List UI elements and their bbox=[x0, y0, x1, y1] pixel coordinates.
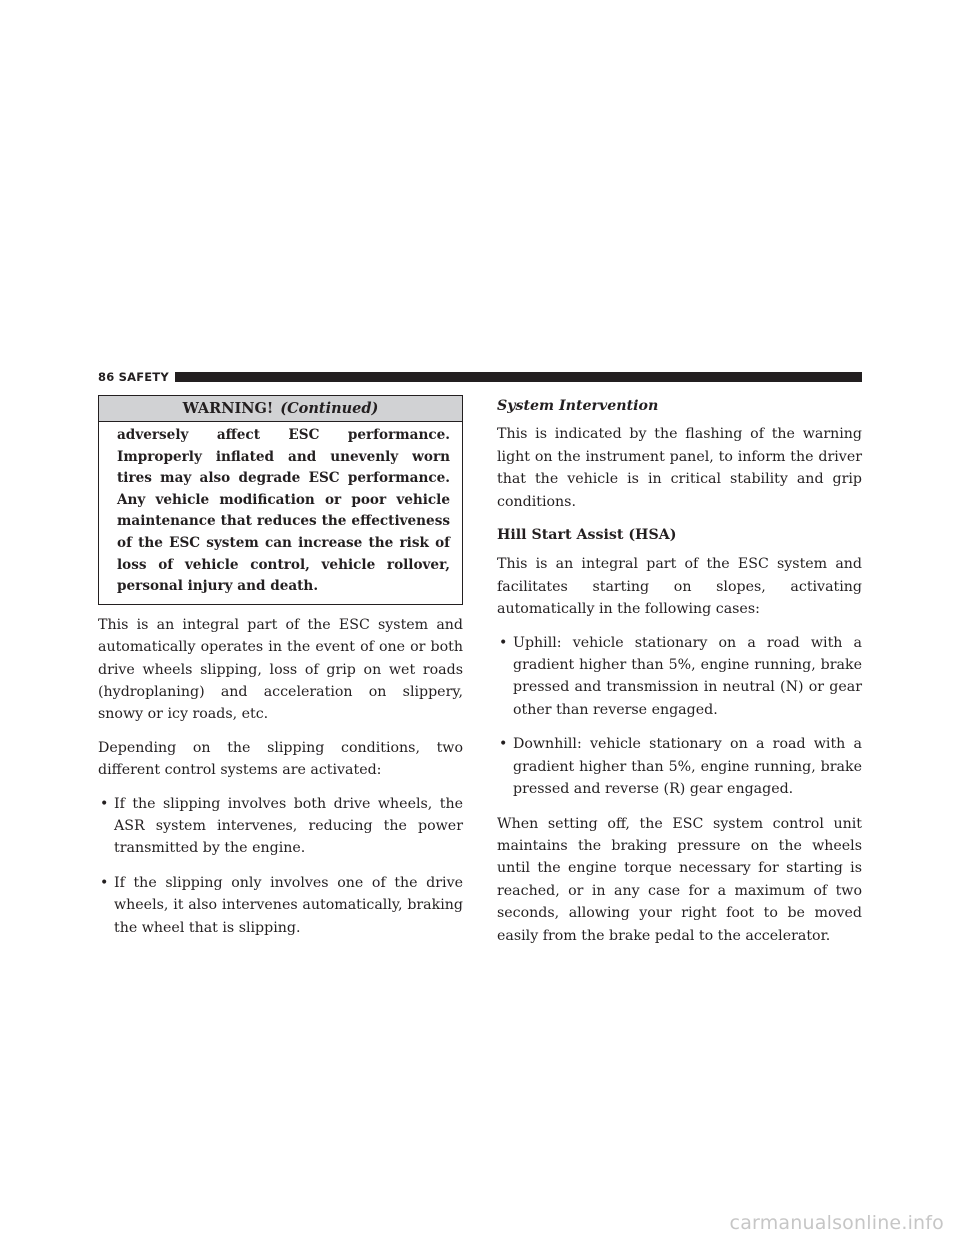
warning-title: WARNING! bbox=[182, 400, 274, 417]
hsa-intro: This is an integral part of the ESC system and facilitates starting on slopes, activating automatically in the following cases: bbox=[497, 556, 862, 618]
bullet-icon: • bbox=[499, 736, 508, 753]
system-intervention-heading: System Intervention bbox=[497, 398, 659, 414]
asr-description: This is an integral part of the ESC system and automatically operates in the event of one or both drive wheels slipping, loss of grip on wet roads (hydroplaning) and acceleration on slippery, snowy or icy roads, etc. bbox=[98, 616, 463, 723]
left-column bbox=[98, 395, 463, 951]
warning-header bbox=[99, 396, 462, 422]
right-column bbox=[497, 395, 862, 958]
warning-continued: (Continued) bbox=[280, 400, 379, 417]
list-item bbox=[98, 872, 463, 939]
list-item bbox=[497, 733, 862, 800]
list-item-text: Downhill: vehicle stationary on a road with a gradient higher than 5%, engine running, brake pressed and reverse (R) gear engaged. bbox=[513, 736, 862, 798]
watermark: carmanualsonline.info bbox=[729, 1212, 944, 1234]
list-item-text: Uphill: vehicle stationary on a road with a gradient higher than 5%, engine running, brake pressed and transmission in neutral (N) or gear other than reverse engaged. bbox=[513, 634, 862, 718]
page-header bbox=[98, 370, 862, 384]
warning-text: adversely affect ESC performance. Improperly inflated and unevenly worn tires may also degrade ESC performance. Any vehicle modification or poor vehicle maintenance that reduces the effectiveness of the ESC system can increase the risk of loss of vehicle control, vehicle rollover, personal injury and death. bbox=[117, 427, 450, 595]
list-item bbox=[98, 793, 463, 860]
list-item bbox=[497, 632, 862, 722]
hsa-heading: Hill Start Assist (HSA) bbox=[497, 527, 677, 544]
bullet-icon: • bbox=[100, 874, 109, 891]
bullet-icon: • bbox=[499, 634, 508, 651]
list-item-text: If the slipping involves both drive wheels, the ASR system intervenes, reducing the power transmitted by the engine. bbox=[114, 795, 463, 857]
system-intervention-text: This is indicated by the flashing of the warning light on the instrument panel, to inform the driver that the vehicle is in critical stability and grip conditions. bbox=[497, 426, 862, 510]
bullet-icon: • bbox=[100, 795, 109, 812]
list-item-text: If the slipping only involves one of the drive wheels, it also intervenes automatically, braking the wheel that is slipping. bbox=[114, 874, 463, 936]
hsa-closing-text: When setting off, the ESC system control unit maintains the braking pressure on the wheels until the engine torque necessary for starting is reached, or in any case for a maximum of two seconds, allowing your right foot to be moved easily from the brake pedal to the accelerator. bbox=[497, 815, 862, 944]
header-rule bbox=[175, 372, 862, 382]
warning-box bbox=[98, 395, 463, 605]
page-number-section: 86 SAFETY bbox=[98, 370, 169, 384]
control-systems-intro: Depending on the slipping conditions, two different control systems are activated: bbox=[98, 739, 463, 779]
